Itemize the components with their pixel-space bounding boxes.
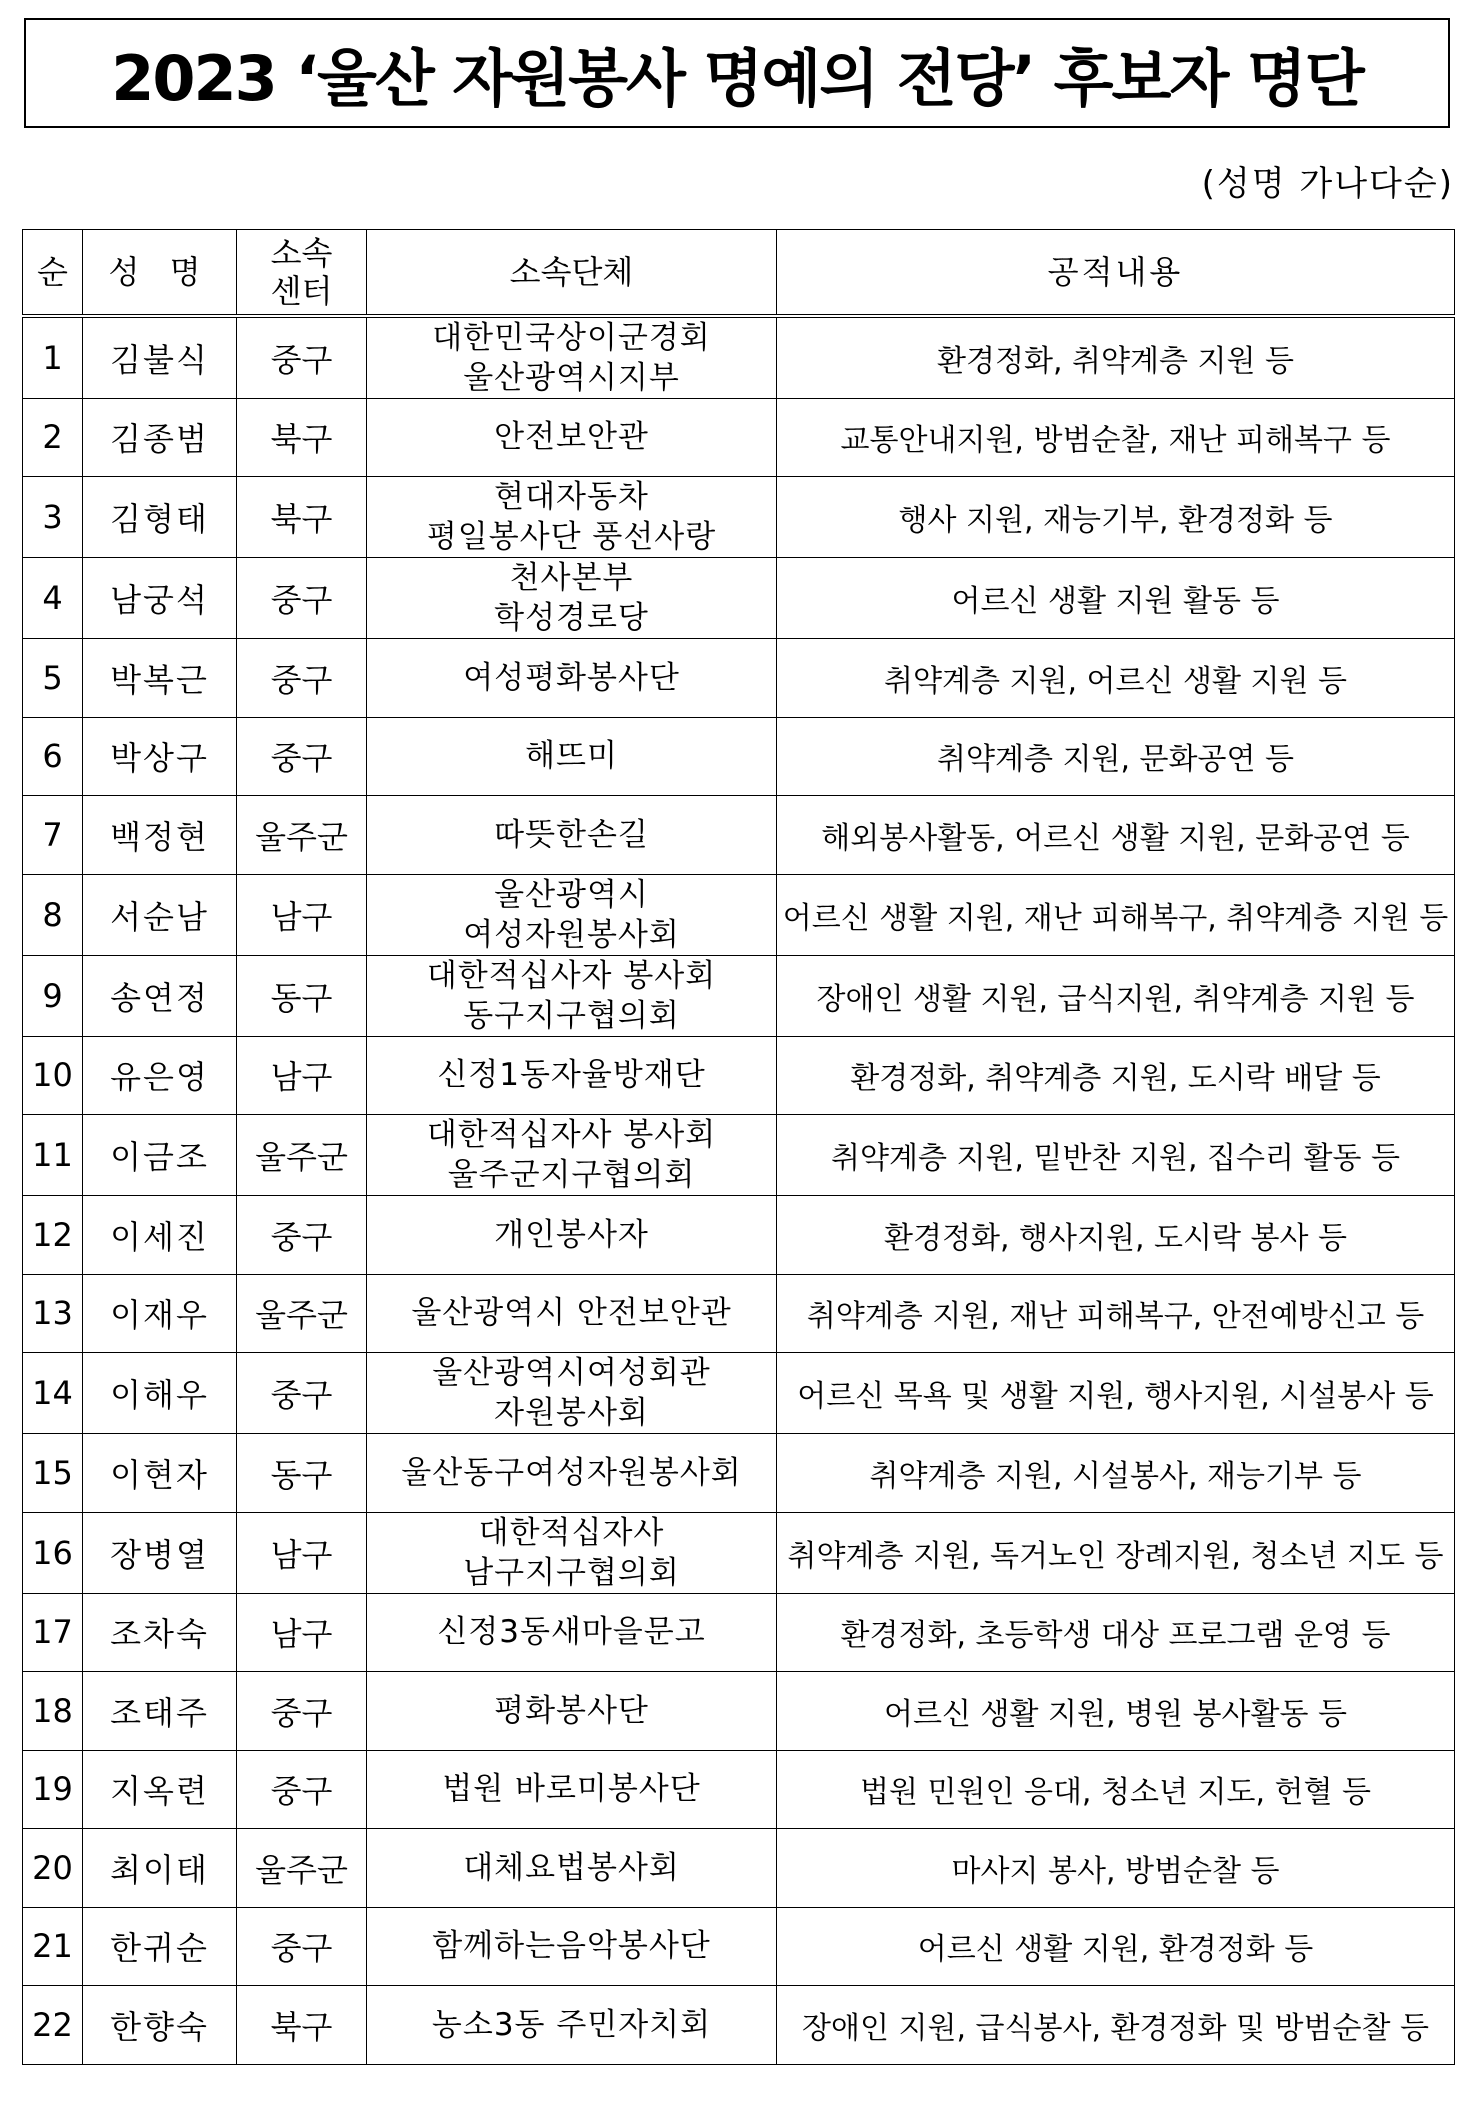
affiliated-organization: 울산광역시여성회관 자원봉사회 xyxy=(367,1353,777,1434)
candidate-name: 박상구 xyxy=(83,717,237,796)
merit-description: 장애인 생활 지원, 급식지원, 취약계층 지원 등 xyxy=(777,955,1455,1036)
sort-note: (성명 가나다순) xyxy=(1201,164,1454,204)
table-row xyxy=(23,1434,1455,1513)
table-row xyxy=(23,1750,1455,1829)
affiliated-center: 중구 xyxy=(237,1672,367,1751)
affiliated-organization: 천사본부 학성경로당 xyxy=(367,558,777,639)
merit-description: 법원 민원인 응대, 청소년 지도, 헌혈 등 xyxy=(777,1750,1455,1829)
merit-description: 행사 지원, 재능기부, 환경정화 등 xyxy=(777,477,1455,558)
candidate-name: 서순남 xyxy=(83,874,237,955)
affiliated-organization: 대한적십자사 봉사회 울주군지구협의회 xyxy=(367,1115,777,1196)
table-row xyxy=(23,717,1455,796)
row-number: 15 xyxy=(23,1434,83,1513)
affiliated-organization: 대한민국상이군경회 울산광역시지부 xyxy=(367,316,777,399)
merit-description: 취약계층 지원, 문화공연 등 xyxy=(777,717,1455,796)
affiliated-organization: 현대자동차 평일봉사단 풍선사랑 xyxy=(367,477,777,558)
affiliated-organization: 대한적십사자 봉사회 동구지구협의회 xyxy=(367,955,777,1036)
affiliated-organization: 농소3동 주민자치회 xyxy=(367,1986,777,2065)
affiliated-organization: 울산동구여성자원봉사회 xyxy=(367,1434,777,1513)
affiliated-center: 중구 xyxy=(237,558,367,639)
candidate-name: 이세진 xyxy=(83,1196,237,1275)
affiliated-center: 중구 xyxy=(237,1353,367,1434)
affiliated-organization: 울산광역시 여성자원봉사회 xyxy=(367,874,777,955)
affiliated-center: 중구 xyxy=(237,639,367,718)
header-name: 성 명 xyxy=(83,230,237,316)
row-number: 18 xyxy=(23,1672,83,1751)
row-number: 11 xyxy=(23,1115,83,1196)
affiliated-center: 중구 xyxy=(237,1907,367,1986)
merit-description: 취약계층 지원, 독거노인 장례지원, 청소년 지도 등 xyxy=(777,1512,1455,1593)
affiliated-center: 북구 xyxy=(237,398,367,477)
affiliated-organization: 안전보안관 xyxy=(367,398,777,477)
row-number: 14 xyxy=(23,1353,83,1434)
merit-description: 어르신 생활 지원, 환경정화 등 xyxy=(777,1907,1455,1986)
merit-description: 장애인 지원, 급식봉사, 환경정화 및 방범순찰 등 xyxy=(777,1986,1455,2065)
merit-description: 어르신 생활 지원, 병원 봉사활동 등 xyxy=(777,1672,1455,1751)
candidate-name: 김불식 xyxy=(83,316,237,399)
title-box xyxy=(24,18,1450,128)
candidate-name: 박복근 xyxy=(83,639,237,718)
affiliated-organization: 해뜨미 xyxy=(367,717,777,796)
table-row xyxy=(23,477,1455,558)
table-row xyxy=(23,1115,1455,1196)
table-row xyxy=(23,1036,1455,1115)
row-number: 4 xyxy=(23,558,83,639)
row-number: 2 xyxy=(23,398,83,477)
row-number: 5 xyxy=(23,639,83,718)
merit-description: 취약계층 지원, 밑반찬 지원, 집수리 활동 등 xyxy=(777,1115,1455,1196)
candidate-name: 백정현 xyxy=(83,796,237,875)
merit-description: 어르신 생활 지원, 재난 피해복구, 취약계층 지원 등 xyxy=(777,874,1455,955)
merit-description: 마사지 봉사, 방범순찰 등 xyxy=(777,1829,1455,1908)
merit-description: 환경정화, 행사지원, 도시락 봉사 등 xyxy=(777,1196,1455,1275)
affiliated-organization: 신정1동자율방재단 xyxy=(367,1036,777,1115)
affiliated-organization: 울산광역시 안전보안관 xyxy=(367,1274,777,1353)
affiliated-center: 북구 xyxy=(237,477,367,558)
affiliated-center: 울주군 xyxy=(237,1829,367,1908)
table-row xyxy=(23,955,1455,1036)
candidate-name: 장병열 xyxy=(83,1512,237,1593)
candidate-name: 이해우 xyxy=(83,1353,237,1434)
candidate-name: 남궁석 xyxy=(83,558,237,639)
merit-description: 환경정화, 초등학생 대상 프로그램 운영 등 xyxy=(777,1593,1455,1672)
table-row xyxy=(23,398,1455,477)
row-number: 13 xyxy=(23,1274,83,1353)
affiliated-organization: 개인봉사자 xyxy=(367,1196,777,1275)
candidate-name: 한향숙 xyxy=(83,1986,237,2065)
table-row xyxy=(23,874,1455,955)
row-number: 7 xyxy=(23,796,83,875)
affiliated-center: 울주군 xyxy=(237,1274,367,1353)
table-row xyxy=(23,316,1455,399)
header-merit: 공적내용 xyxy=(777,230,1455,316)
merit-description: 어르신 생활 지원 활동 등 xyxy=(777,558,1455,639)
affiliated-organization: 함께하는음악봉사단 xyxy=(367,1907,777,1986)
table-row xyxy=(23,558,1455,639)
candidate-name: 김형태 xyxy=(83,477,237,558)
affiliated-center: 동구 xyxy=(237,955,367,1036)
affiliated-organization: 따뜻한손길 xyxy=(367,796,777,875)
table-row xyxy=(23,1829,1455,1908)
candidate-name: 이재우 xyxy=(83,1274,237,1353)
header-org: 소속단체 xyxy=(367,230,777,316)
candidate-table xyxy=(22,229,1455,2065)
candidate-name: 지옥련 xyxy=(83,1750,237,1829)
affiliated-center: 중구 xyxy=(237,1196,367,1275)
affiliated-organization: 대한적십자사 남구지구협의회 xyxy=(367,1512,777,1593)
merit-description: 취약계층 지원, 어르신 생활 지원 등 xyxy=(777,639,1455,718)
merit-description: 취약계층 지원, 재난 피해복구, 안전예방신고 등 xyxy=(777,1274,1455,1353)
table-row xyxy=(23,1353,1455,1434)
row-number: 20 xyxy=(23,1829,83,1908)
affiliated-center: 중구 xyxy=(237,316,367,399)
table-row xyxy=(23,1593,1455,1672)
affiliated-center: 북구 xyxy=(237,1986,367,2065)
row-number: 9 xyxy=(23,955,83,1036)
table-row xyxy=(23,1512,1455,1593)
document-title: 2023 ‘울산 자원봉사 명예의 전당’ 후보자 명단 xyxy=(111,41,1363,115)
merit-description: 어르신 목욕 및 생활 지원, 행사지원, 시설봉사 등 xyxy=(777,1353,1455,1434)
affiliated-organization: 법원 바로미봉사단 xyxy=(367,1750,777,1829)
candidate-name: 조차숙 xyxy=(83,1593,237,1672)
row-number: 19 xyxy=(23,1750,83,1829)
row-number: 17 xyxy=(23,1593,83,1672)
table-row xyxy=(23,1274,1455,1353)
affiliated-organization: 여성평화봉사단 xyxy=(367,639,777,718)
candidate-name: 이현자 xyxy=(83,1434,237,1513)
candidate-name: 조태주 xyxy=(83,1672,237,1751)
header-center: 소속 센터 xyxy=(237,230,367,316)
affiliated-organization: 평화봉사단 xyxy=(367,1672,777,1751)
affiliated-organization: 신정3동새마을문고 xyxy=(367,1593,777,1672)
candidate-name: 최이태 xyxy=(83,1829,237,1908)
table-body xyxy=(23,316,1455,2065)
row-number: 21 xyxy=(23,1907,83,1986)
candidate-name: 유은영 xyxy=(83,1036,237,1115)
candidate-name: 김종범 xyxy=(83,398,237,477)
table-row xyxy=(23,1907,1455,1986)
candidate-name: 이금조 xyxy=(83,1115,237,1196)
affiliated-center: 남구 xyxy=(237,1593,367,1672)
affiliated-center: 중구 xyxy=(237,1750,367,1829)
header-no: 순 xyxy=(23,230,83,316)
row-number: 8 xyxy=(23,874,83,955)
affiliated-center: 중구 xyxy=(237,717,367,796)
affiliated-center: 남구 xyxy=(237,874,367,955)
table-header-row xyxy=(23,230,1455,316)
table-row xyxy=(23,639,1455,718)
row-number: 1 xyxy=(23,316,83,399)
row-number: 10 xyxy=(23,1036,83,1115)
candidate-name: 송연정 xyxy=(83,955,237,1036)
affiliated-center: 울주군 xyxy=(237,1115,367,1196)
affiliated-center: 동구 xyxy=(237,1434,367,1513)
table-row xyxy=(23,1672,1455,1751)
row-number: 3 xyxy=(23,477,83,558)
merit-description: 환경정화, 취약계층 지원, 도시락 배달 등 xyxy=(777,1036,1455,1115)
row-number: 6 xyxy=(23,717,83,796)
table-row xyxy=(23,1986,1455,2065)
merit-description: 교통안내지원, 방범순찰, 재난 피해복구 등 xyxy=(777,398,1455,477)
row-number: 22 xyxy=(23,1986,83,2065)
merit-description: 해외봉사활동, 어르신 생활 지원, 문화공연 등 xyxy=(777,796,1455,875)
merit-description: 환경정화, 취약계층 지원 등 xyxy=(777,316,1455,399)
table-row xyxy=(23,796,1455,875)
affiliated-center: 남구 xyxy=(237,1512,367,1593)
table-row xyxy=(23,1196,1455,1275)
affiliated-center: 울주군 xyxy=(237,796,367,875)
row-number: 16 xyxy=(23,1512,83,1593)
row-number: 12 xyxy=(23,1196,83,1275)
affiliated-center: 남구 xyxy=(237,1036,367,1115)
candidate-name: 한귀순 xyxy=(83,1907,237,1986)
affiliated-organization: 대체요법봉사회 xyxy=(367,1829,777,1908)
merit-description: 취약계층 지원, 시설봉사, 재능기부 등 xyxy=(777,1434,1455,1513)
